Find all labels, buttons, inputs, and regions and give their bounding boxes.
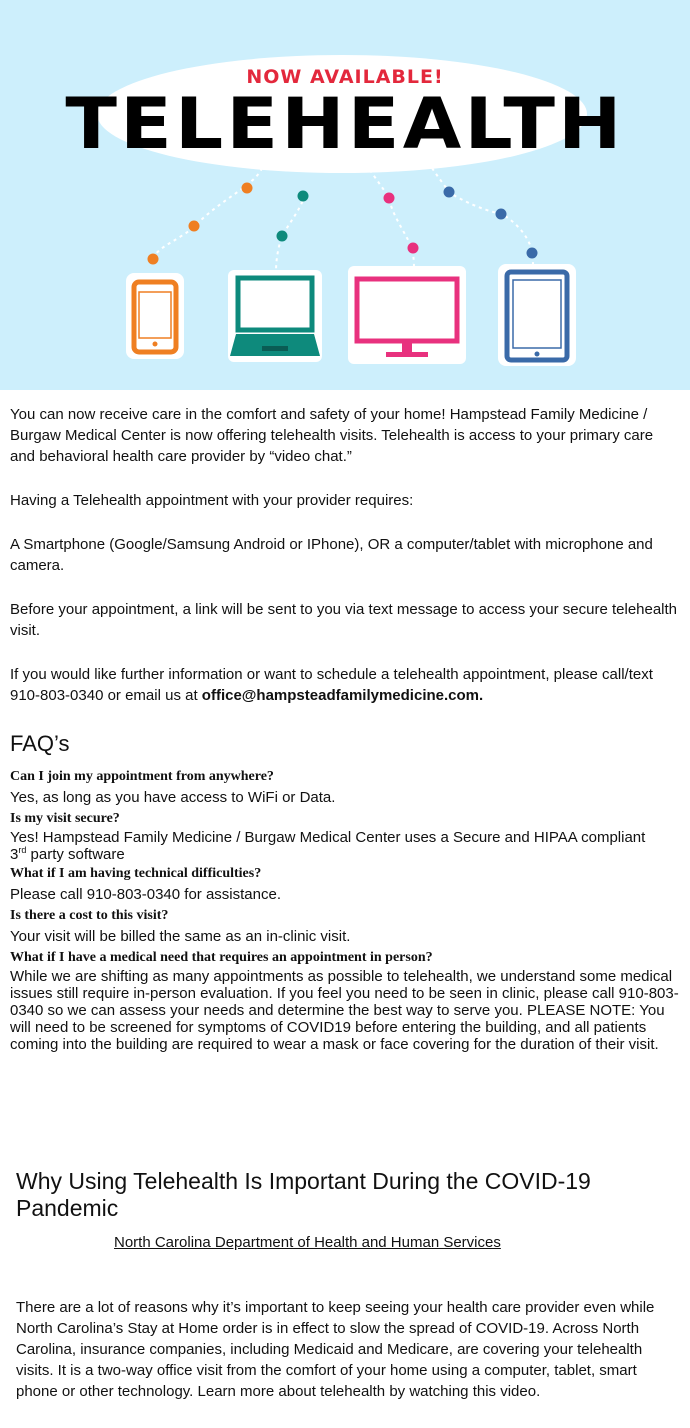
covid-heading: Why Using Telehealth Is Important During the COVID-19 Pandemic (16, 1168, 591, 1221)
faq-answer: While we are shifting as many appointments as possible to telehealth, we understand some medical issues still require in-person evaluation. If you feel you need to be seen in clinic, please call 910-803-0340 so we can assess your needs and determine the best way to serve you. PLEASE NOTE: You will need to be screened for symptoms of COVID19 before entering the building, and all patients coming into the building are required to wear a mask or face covering for the duration of their visit. (10, 968, 679, 1053)
link-info: Before your appointment, a link will be sent to you via text message to access your secure telehealth visit. (10, 601, 678, 639)
telehealth-banner (0, 0, 690, 390)
faq-question: What if I have a medical need that requires an appointment in person? (10, 950, 433, 965)
covid-section (16, 1168, 680, 1402)
faq-question: What if I am having technical difficulties? (10, 866, 262, 881)
contact-paragraph (10, 664, 680, 706)
faq-answer: Please call 910-803-0340 for assistance. (10, 886, 281, 903)
faq-question: Is there a cost to this visit? (10, 908, 169, 923)
faq-answer-rest: party software (26, 846, 125, 863)
ordinal-suffix: rd (18, 845, 27, 855)
contact-text: If you would like further information or want to schedule a telehealth appointment, please call/text 910-803-0340 or email us at (10, 666, 653, 704)
email-address[interactable]: office@hampsteadfamilymedicine.com. (201, 687, 484, 704)
faq-answer (10, 829, 680, 863)
banner-tagline: NOW AVAILABLE! (246, 66, 444, 88)
faq-question: Can I join my appointment from anywhere? (10, 769, 274, 784)
source-link[interactable]: North Carolina Department of Health and Human Services (114, 1234, 501, 1251)
faq-answer: Yes, as long as you have access to WiFi or Data. (10, 789, 336, 806)
device-requirements: A Smartphone (Google/Samsung Android or IPhone), OR a computer/tablet with microphone and camera. (10, 536, 653, 574)
faq-answer-num: 3 (10, 846, 19, 863)
intro-paragraph: You can now receive care in the comfort and safety of your home! Hampstead Family Medicine / Burgaw Medical Center is now offering telehealth visits. Telehealth is access to your primary care and behavioral health care provider by “video chat.” (10, 406, 654, 465)
intro-section (10, 404, 680, 1053)
faq-heading: FAQ’s (10, 731, 70, 756)
devices-illustration (0, 0, 690, 390)
covid-body: There are a lot of reasons why it’s important to keep seeing your health care provider even while North Carolina’s Stay at Home order is in effect to slow the spread of COVID-19. Across North Carolina, insurance companies, including Medicaid and Medicare, are covering your telehealth visits. It is a two-way office visit from the comfort of your home using a computer, tablet, smart phone or other technology. Learn more about telehealth by watching this video. (16, 1299, 655, 1400)
faq-answer-main: Yes! Hampstead Family Medicine / Burgaw Medical Center uses a Secure and HIPAA compliant (10, 829, 646, 846)
faq-question: Is my visit secure? (10, 811, 120, 826)
banner-title: TELEHEALTH (65, 83, 625, 165)
requirements-lead: Having a Telehealth appointment with your provider requires: (10, 492, 414, 509)
faq-answer: Your visit will be billed the same as an in-clinic visit. (10, 928, 351, 945)
